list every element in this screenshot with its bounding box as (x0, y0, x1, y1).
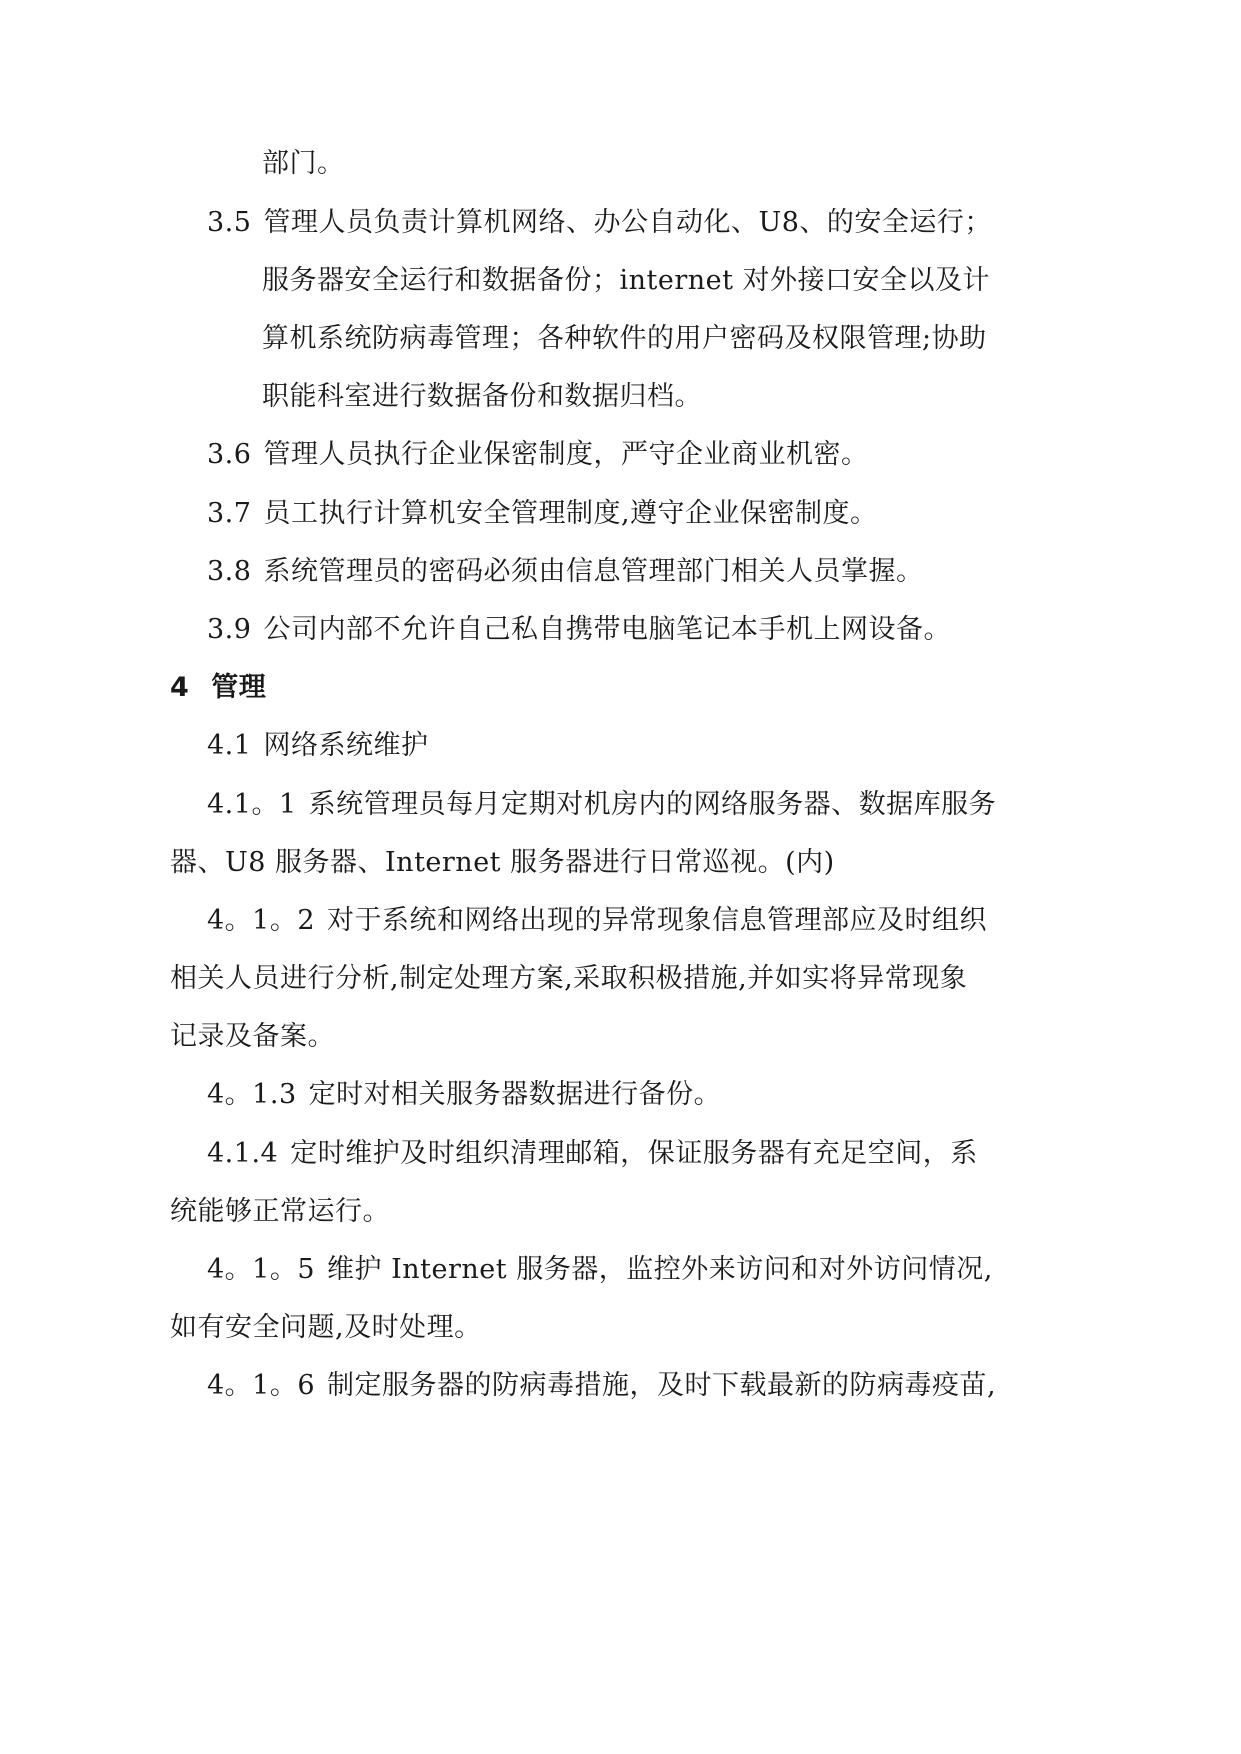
item-number: 4。1。2 (207, 905, 316, 936)
item-text: 员工执行计算机安全管理制度,遵守企业保密制度。 (263, 498, 878, 529)
item-text: 公司内部不允许自己私自携带电脑笔记本手机上网设备。 (263, 614, 951, 645)
item-text: 维护 Internet 服务器，监控外来访问和对外访问情况, (327, 1254, 993, 1285)
item-4-1-1-line-2: 器、U8 服务器、Internet 服务器进行日常巡视。(内) (170, 847, 835, 878)
item-text: 定时维护及时组织清理邮箱，保证服务器有充足空间，系 (290, 1138, 978, 1169)
item-number: 4。1。5 (207, 1254, 316, 1285)
item-4-1-2-line-3: 记录及备案。 (170, 1021, 335, 1052)
item-4-1-4-line-1 (207, 1136, 978, 1172)
item-4-1-3 (207, 1077, 721, 1113)
item-number: 3.9 (207, 614, 252, 645)
item-3-5-line-4: 职能科室进行数据备份和数据归档。 (262, 381, 702, 412)
item-text: 管理人员负责计算机网络、办公自动化、U8、的安全运行； (263, 207, 992, 238)
item-4-1-2-line-1 (207, 903, 987, 939)
continuation-text: 部门。 (262, 148, 345, 179)
item-text: 定时对相关服务器数据进行备份。 (308, 1079, 722, 1110)
item-4-1-5-line-2: 如有安全问题,及时处理。 (170, 1312, 482, 1343)
section-title: 管理 (211, 672, 267, 703)
item-text: 制定服务器的防病毒措施，及时下载最新的防病毒疫苗, (327, 1370, 997, 1401)
item-4-1-4-line-2: 统能够正常运行。 (170, 1196, 390, 1227)
item-3-5-line-2: 服务器安全运行和数据备份；internet 对外接口安全以及计 (262, 265, 991, 296)
item-4-1-2-line-2: 相关人员进行分析,制定处理方案,采取积极措施,并如实将异常现象 (170, 963, 968, 994)
item-text: 系统管理员每月定期对机房内的网络服务器、数据库服务 (308, 789, 997, 820)
item-text: 对于系统和网络出现的异常现象信息管理部应及时组织 (327, 905, 988, 936)
item-number: 4.1。1 (207, 789, 297, 820)
item-3-8 (207, 554, 923, 590)
item-text: 系统管理员的密码必须由信息管理部门相关人员掌握。 (263, 556, 924, 587)
item-4-1-1-line-1 (207, 787, 996, 823)
item-number: 3.7 (207, 498, 252, 529)
item-number: 3.8 (207, 556, 252, 587)
item-text: 管理人员执行企业保密制度，严守企业商业机密。 (263, 439, 869, 470)
item-3-9 (207, 612, 951, 648)
section-number: 4 (170, 672, 190, 703)
item-number: 4。1。6 (207, 1370, 316, 1401)
item-4-1-5-line-1 (207, 1252, 993, 1288)
item-number: 4.1.4 (207, 1138, 279, 1169)
item-number: 4.1 (207, 730, 252, 761)
item-text: 网络系统维护 (263, 730, 429, 761)
item-3-7 (207, 496, 878, 532)
item-3-5-line-1 (207, 205, 992, 241)
item-number: 3.6 (207, 439, 252, 470)
item-3-5-line-3: 算机系统防病毒管理；各种软件的用户密码及权限管理;协助 (262, 323, 987, 354)
item-number: 4。1.3 (207, 1079, 297, 1110)
item-number: 3.5 (207, 207, 252, 238)
section-heading (170, 670, 266, 706)
item-4-1-6-line-1 (207, 1368, 996, 1404)
item-3-6 (207, 437, 868, 473)
item-4-1 (207, 728, 428, 764)
